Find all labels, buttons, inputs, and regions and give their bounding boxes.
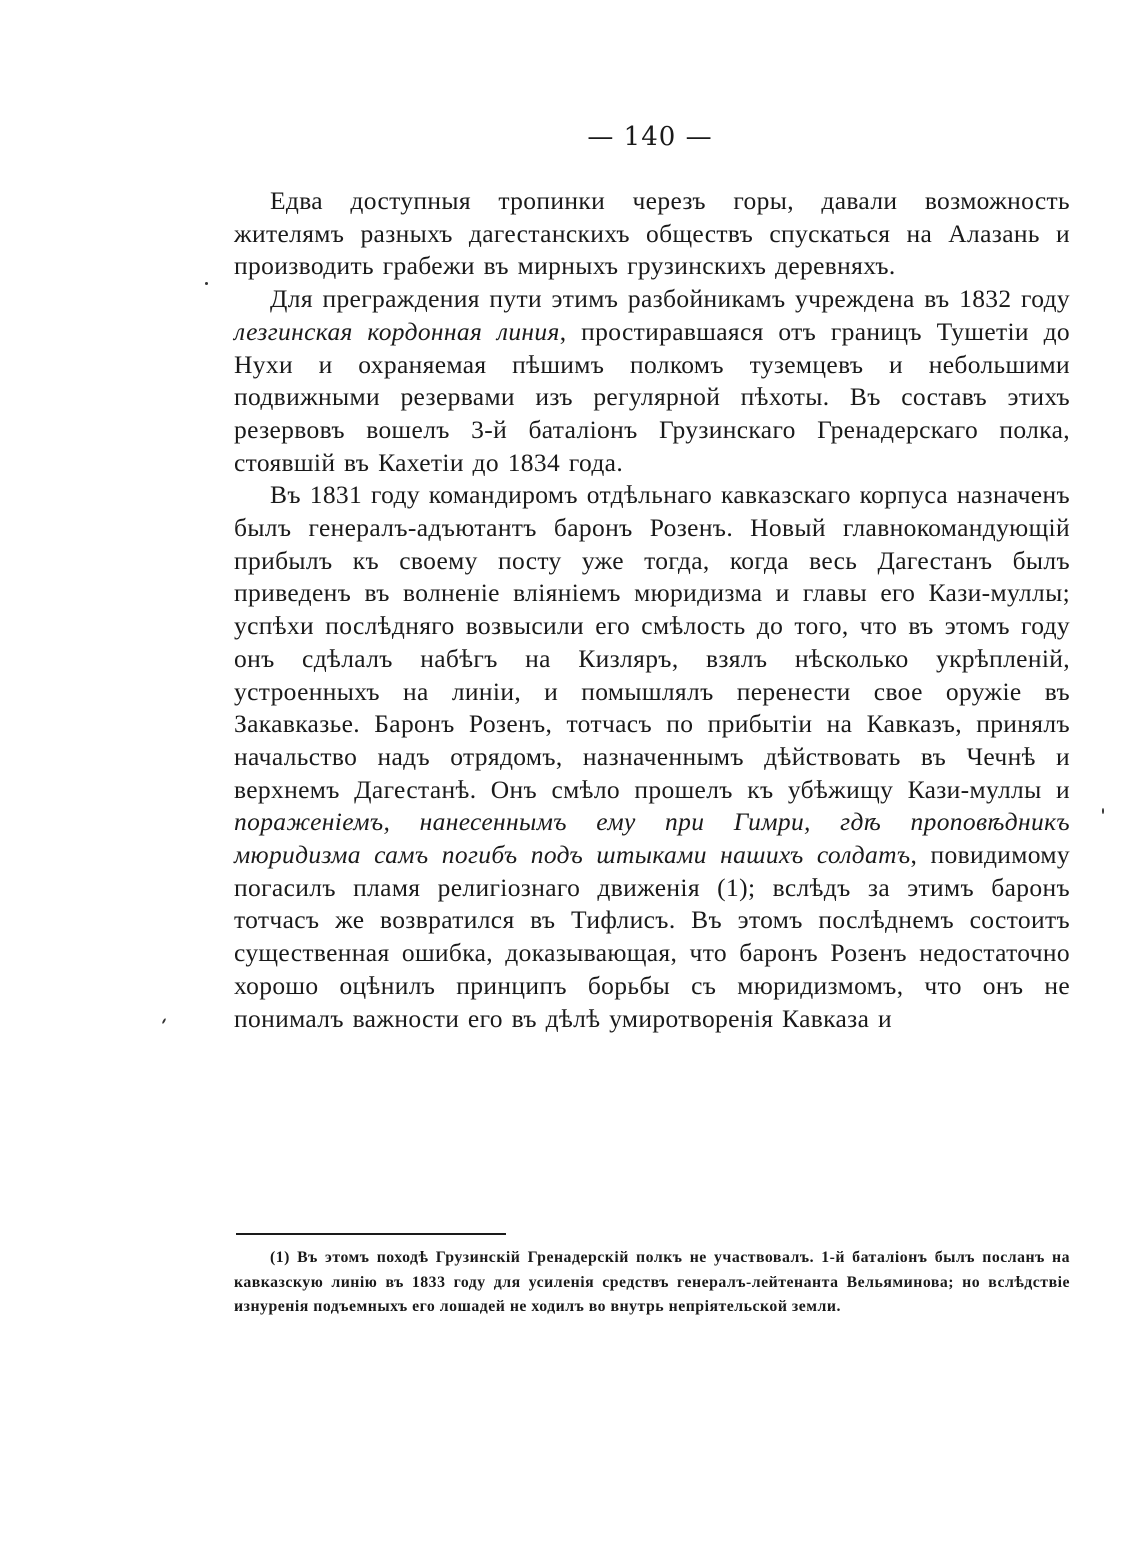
footnote: [234, 1246, 1070, 1320]
footnote-divider: [236, 1233, 506, 1235]
main-text: [234, 185, 1070, 1035]
paragraph-2-text-a: Для преграждения пути этимъ разбойникамъ учреждена въ 1832 году: [270, 284, 1070, 314]
paragraph-3-text-a: Въ 1831 году командиромъ отдѣльнаго кавказскаго корпуса назначенъ былъ генералъ-адъютантъ баронъ Розенъ. Новый главнокомандующiй прибылъ къ своему посту уже тогда, когда весь Дагестанъ былъ приведенъ въ волненiе влiянiемъ мюридизма и главы его Кази-муллы; успѣхи послѣдняго возвысили его смѣлость до того, что въ этомъ году онъ сдѣлалъ набѣгъ на Кизляръ, взялъ нѣсколько укрѣпленiй, устроенныхъ на линiи, и помышлялъ перенести свое оружiе въ Закавказье. Баронъ Розенъ, тотчасъ по прибытiи на Кавказъ, принялъ начальство надъ отрядомъ, назначеннымъ дѣйствовать въ Чечнѣ и верхнемъ Дагестанѣ. Онъ смѣло прошелъ къ убѣжищу Кази-муллы и: [234, 480, 1070, 804]
print-speck: [162, 1018, 167, 1024]
print-speck: [1102, 808, 1104, 814]
paragraph-1: Едва доступныя тропинки черезъ горы, давали возможность жителямъ разныхъ дагестанскихъ обществъ спускаться на Алазань и производить грабежи въ мирныхъ грузинскихъ деревняхъ.: [234, 186, 1070, 281]
page-number: — 140 —: [587, 122, 713, 152]
paragraph-2-text-b: , простиравшаяся отъ границъ Тушетiи до Нухи и охраняемая пѣшимъ полкомъ туземцевъ и небольшими подвижными резервами изъ регулярной пѣхоты. Въ составъ этихъ резервовъ вошелъ 3-й баталiонъ Грузинскаго Гренадерскаго полка, стоявшiй въ Кахетiи до 1834 года.: [234, 316, 1070, 477]
paragraph-3: [234, 479, 1070, 1035]
paragraph-2: [234, 283, 1070, 479]
paragraph-3-italic: пораженiемъ, нанесеннымъ ему при Гимри, гдѣ проповѣдникъ мюридизма самъ погибъ подъ штыками нашихъ солдатъ: [234, 807, 1070, 870]
print-speck: [205, 282, 208, 285]
footnote-text: (1) Въ этомъ походѣ Грузинскiй Гренадерскiй полкъ не участвовалъ. 1-й баталiонъ былъ посланъ на кавказскую линiю въ 1833 году для усиленiя средствъ генералъ-лейтенанта Вельяминова; но вслѣдствiе изнуренiя подъемныхъ его лошадей не ходилъ во внутрь непрiятельской земли.: [234, 1249, 1070, 1315]
paragraph-2-italic: лезгинская кордонная линия: [234, 316, 560, 346]
paragraph-3-text-b: , повидимому погасилъ пламя религiознаго движенiя (1); вслѣдъ за этимъ баронъ тотчасъ же возвратился въ Тифлисъ. Въ этомъ послѣднемъ состоитъ существенная ошибка, доказывающая, что баронъ Розенъ недостаточно хорошо оцѣнилъ принципъ борьбы съ мюридизмомъ, что онъ не понималъ важности его въ дѣлѣ умиротворенiя Кавказа и: [234, 840, 1070, 1033]
